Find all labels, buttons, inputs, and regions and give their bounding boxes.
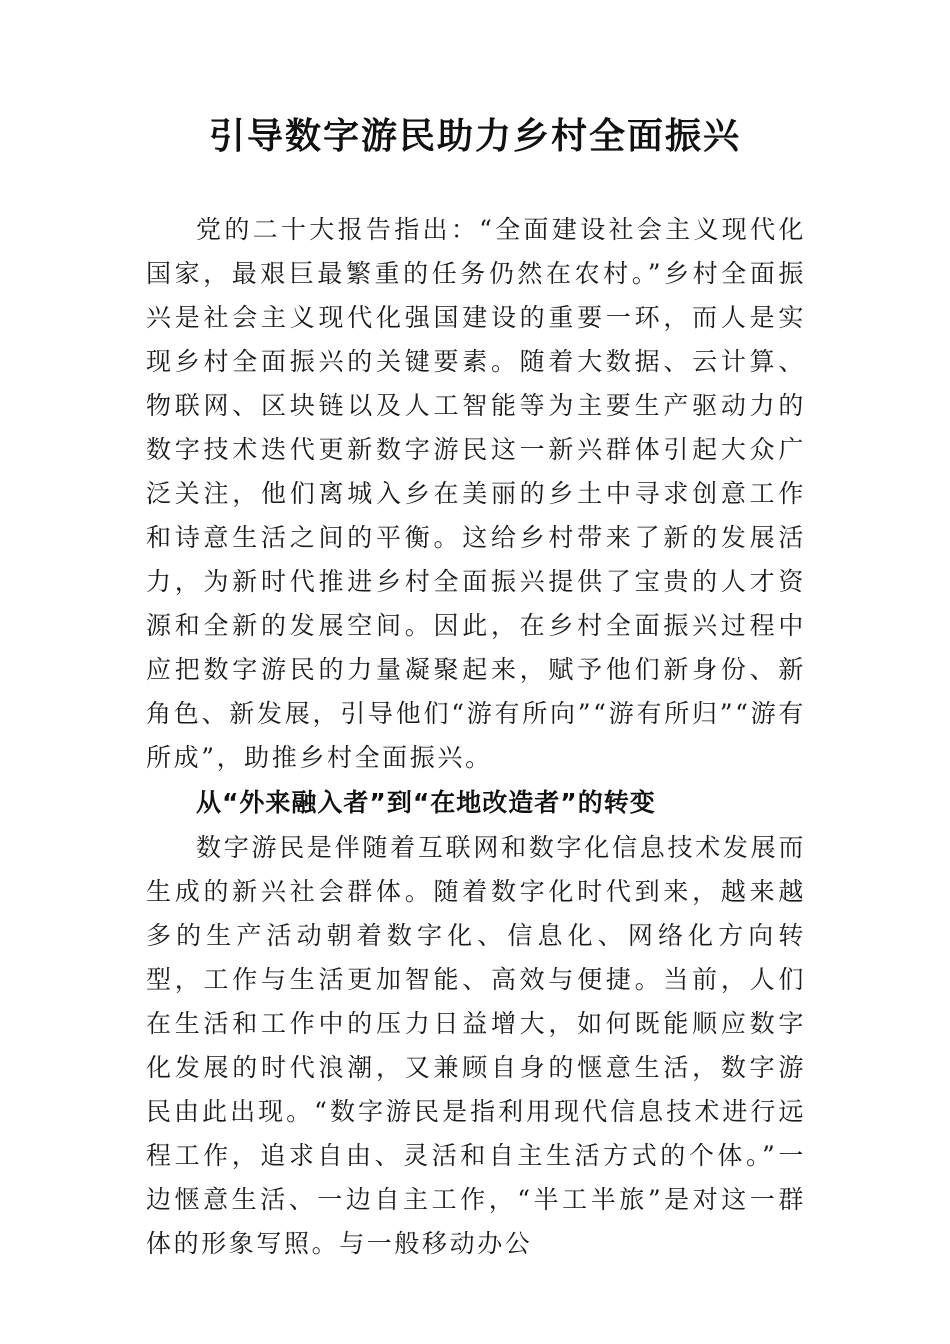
document-body	[146, 208, 806, 1266]
section-heading: 从“外来融入者”到“在地改造者”的转变	[196, 788, 656, 817]
intro-paragraph: 党的二十大报告指出：“全面建设社会主义现代化国家，最艰巨最繁重的任务仍然在农村。”乡村全面振兴是社会主义现代化强国建设的重要一环，而人是实现乡村全面振兴的关键要素。随着大数据、云计算、物联网、区块链以及人工智能等为主要生产驱动力的数字技术迭代更新数字游民这一新兴群体引起大众广泛关注，他们离城入乡在美丽的乡土中寻求创意工作和诗意生活之间的平衡。这给乡村带来了新的发展活力，为新时代推进乡村全面振兴提供了宝贵的人才资源和全新的发展空间。因此，在乡村全面振兴过程中应把数字游民的力量凝聚起来，赋予他们新身份、新角色、新发展，引导他们“游有所向”“游有所归”“游有所成”，助推乡村全面振兴。	[146, 215, 806, 772]
section-paragraph: 数字游民是伴随着互联网和数字化信息技术发展而生成的新兴社会群体。随着数字化时代到来，越来越多的生产活动朝着数字化、信息化、网络化方向转型，工作与生活更加智能、高效与便捷。当前，人们在生活和工作中的压力日益增大，如何既能顺应数字化发展的时代浪潮，又兼顾自身的惬意生活，数字游民由此出现。“数字游民是指利用现代信息技术进行远程工作，追求自由、灵活和自主生活方式的个体。”一边惬意生活、一边自主工作，“半工半旅”是对这一群体的形象写照。与一般移动办公	[146, 833, 806, 1258]
document-title: 引导数字游民助力乡村全面振兴	[208, 116, 741, 157]
